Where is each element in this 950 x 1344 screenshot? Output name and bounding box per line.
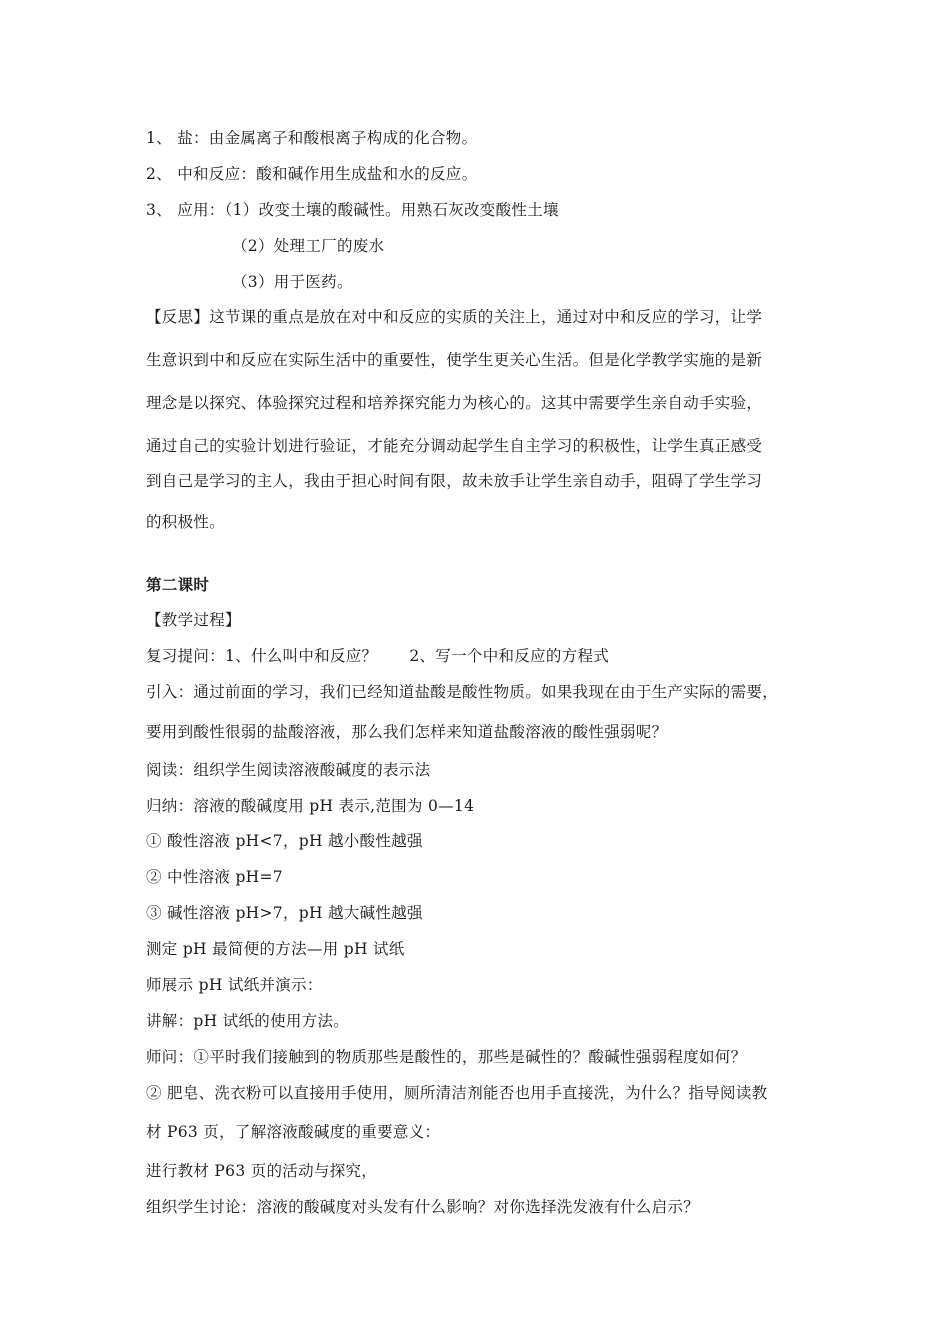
review-question-1: 复习提问：1、什么叫中和反应？ [146,647,378,665]
application-item-1: 3、 应用：（1）改变土壤的酸碱性。用熟石灰改变酸性土壤 [146,201,559,219]
application-item-2: （2）处理工厂的废水 [232,237,385,255]
definition-neutralization: 2、 中和反应：酸和碱作用生成盐和水的反应。 [146,165,478,183]
teacher-question-2a: ② 肥皂、洗衣粉可以直接用手使用，厕所清洁剂能否也用手直接洗，为什么？指导阅读教 [146,1084,768,1102]
reflection-line-2: 生意识到中和反应在实际生活中的重要性，使学生更关心生活。但是化学教学实施的是新 [146,351,763,369]
activity-line: 进行教材 P63 页的活动与探究， [146,1162,378,1180]
summary-line: 归纳：溶液的酸碱度用 pH 表示,范围为 0—14 [146,797,475,815]
teacher-question-1: 师问：①平时我们接触到的物质那些是酸性的，那些是碱性的？酸碱性强弱程度如何？ [146,1048,747,1066]
application-item-3: （3）用于医药。 [232,273,353,291]
reflection-line-6: 的积极性。 [146,513,226,531]
teacher-question-2b: 材 P63 页，了解溶液酸碱度的重要意义： [146,1123,441,1141]
ph-point-neutral: ② 中性溶液 pH=7 [146,868,283,886]
intro-line-2: 要用到酸性很弱的盐酸溶液，那么我们怎样来知道盐酸溶液的酸性强弱呢？ [146,723,668,741]
intro-line-1: 引入：通过前面的学习，我们已经知道盐酸是酸性物质。如果我现在由于生产实际的需要， [146,683,779,701]
demo-line: 师展示 pH 试纸并演示： [146,976,323,994]
review-question-2: 2、写一个中和反应的方程式 [409,647,610,665]
ph-point-acidic: ① 酸性溶液 pH<7，pH 越小酸性越强 [146,832,423,850]
ph-point-basic: ③ 碱性溶液 pH>7，pH 越大碱性越强 [146,904,423,922]
reflection-line-3: 理念是以探究、体验探究过程和培养探究能力为核心的。这其中需要学生亲自动手实验， [146,394,763,412]
section-heading: 第二课时 [146,576,210,594]
explain-line: 讲解：pH 试纸的使用方法。 [146,1012,350,1030]
definition-salt: 1、 盐：由金属离子和酸根离子构成的化合物。 [146,129,478,147]
reflection-line-4: 通过自己的实验计划进行验证，才能充分调动起学生自主学习的积极性，让学生真正感受 [146,437,763,455]
method-line: 测定 pH 最简便的方法—用 pH 试纸 [146,940,405,958]
review-questions [146,646,609,666]
discussion-line: 组织学生讨论：溶液的酸碱度对头发有什么影响？对你选择洗发液有什么启示？ [146,1198,700,1216]
reflection-line-1: 【反思】这节课的重点是放在对中和反应的实质的关注上，通过对中和反应的学习，让学 [146,308,763,326]
reading-line: 阅读：组织学生阅读溶液酸碱度的表示法 [146,761,431,779]
reflection-line-5: 到自己是学习的主人，我由于担心时间有限，故未放手让学生亲自动手，阻碍了学生学习 [146,472,763,490]
teaching-process-label: 【教学过程】 [146,611,241,629]
